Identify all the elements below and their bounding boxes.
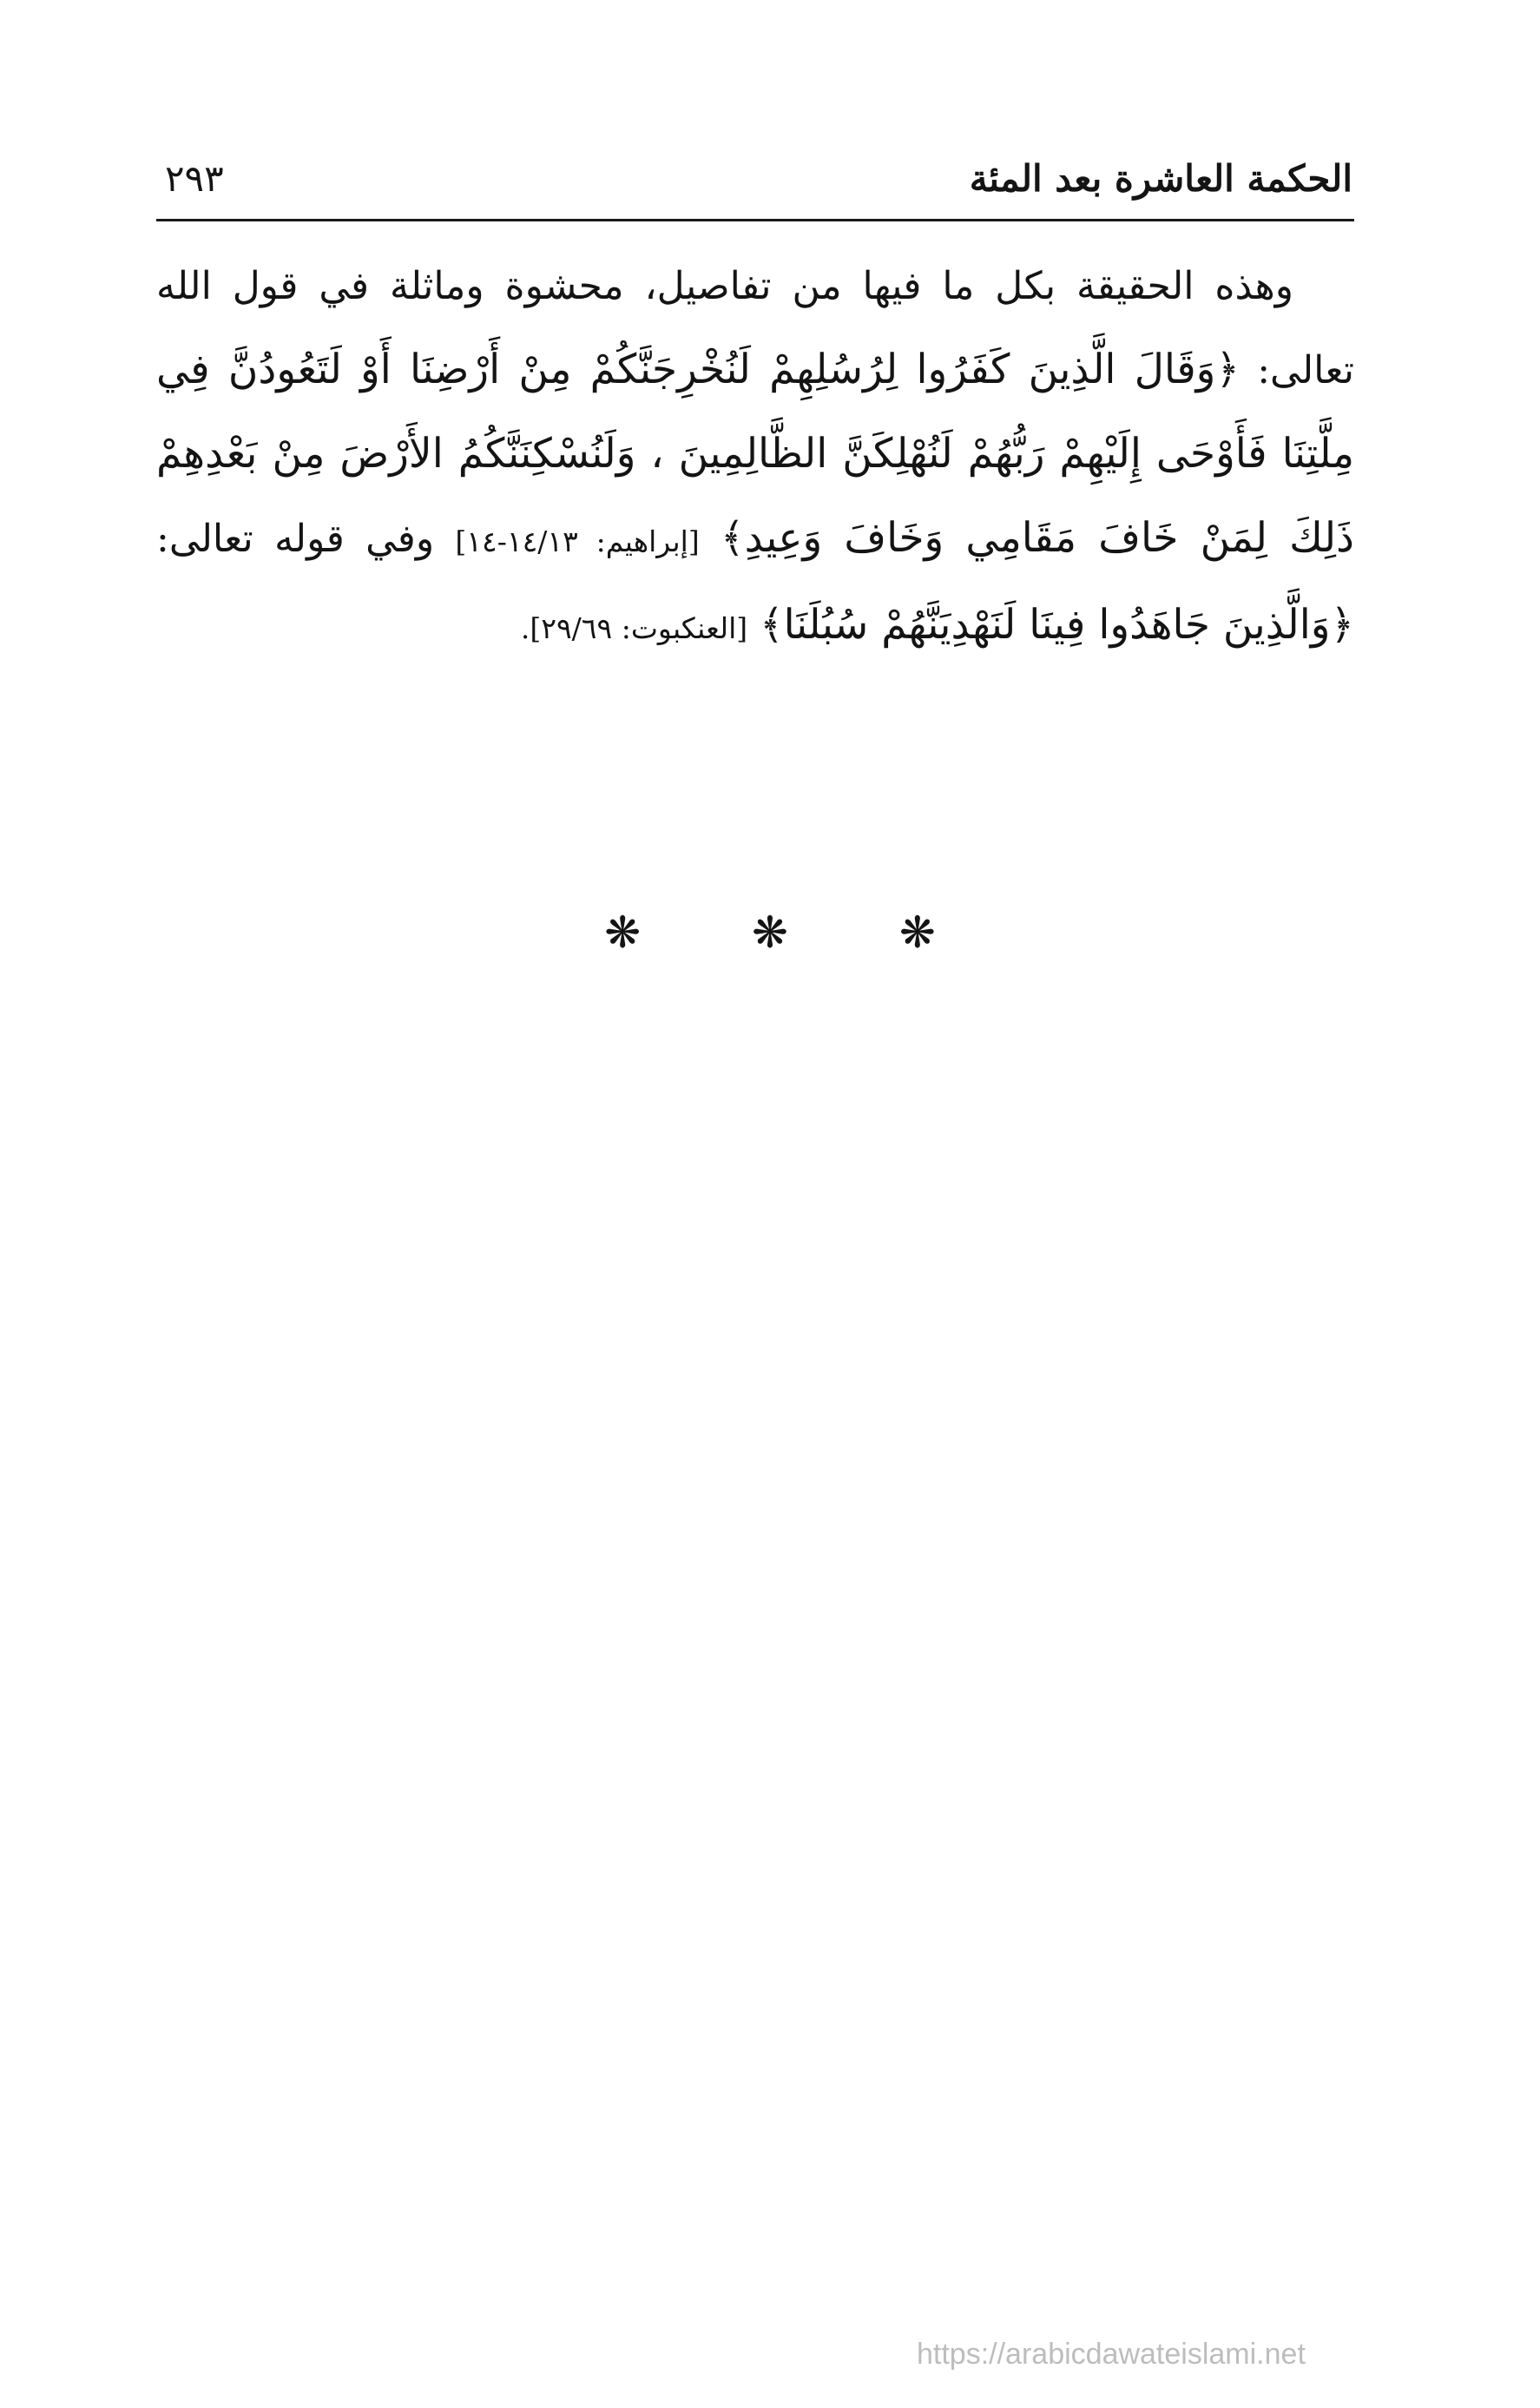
asterisk-ornament-icon: ❋ xyxy=(604,907,642,958)
header-rule xyxy=(156,219,1354,221)
page-header xyxy=(156,148,1352,217)
asterisk-ornament-icon: ❋ xyxy=(898,907,936,958)
watermark-url: https://arabicdawateislami.net xyxy=(917,2338,1306,2371)
quran-verse-ankabut: ﴿وَالَّذِينَ جَاهَدُوا فِينَا لَنَهْدِيَنَّهُمْ سُبُلَنَا﴾ xyxy=(760,601,1354,649)
intro-text: وهذه الحقيقة بكل ما فيها من تفاصيل، محشوة وماثلة في قول الله تعالى: xyxy=(156,264,1354,393)
quran-verse-ibrahim: ﴿وَقَالَ الَّذِينَ كَفَرُوا لِرُسُلِهِمْ لَنُخْرِجَنَّكُمْ مِنْ أَرْضِنَا أَوْ لَتَعُودُنَّ فِي مِلَّتِنَا فَأَوْحَى إِلَيْهِمْ رَبُّهُمْ لَنُهْلِكَنَّ الظَّالِمِينَ ، وَلَنُسْكِنَنَّكُمُ الأَرْضَ مِنْ بَعْدِهِمْ ذَلِكَ لِمَنْ خَافَ مَقَامِي وَخَافَ وَعِيدِ﴾ xyxy=(156,346,1354,562)
page-number: ٢٩٣ xyxy=(165,157,224,200)
connector-text: وفي قوله تعالى: xyxy=(156,517,435,561)
paragraph xyxy=(156,245,1354,670)
verse-reference-ibrahim: [إبراهيم: ١٤/١٣-١٤] xyxy=(455,524,700,558)
verse-reference-ankabut: [العنكبوت: ٢٩/٦٩]. xyxy=(520,611,748,645)
main-text xyxy=(156,245,1354,670)
section-separator xyxy=(0,907,1540,958)
chapter-title: الحكمة العاشرة بعد المئة xyxy=(969,157,1352,200)
asterisk-ornament-icon: ❋ xyxy=(752,907,788,958)
